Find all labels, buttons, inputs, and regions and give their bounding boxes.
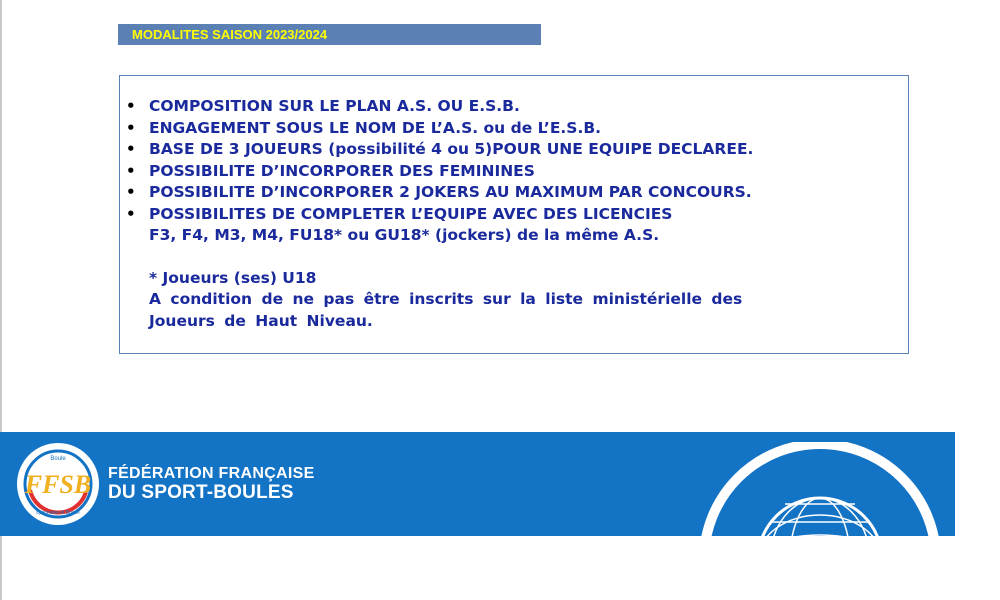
footnote-line: Joueurs de Haut Niveau. <box>149 311 373 330</box>
federation-name-line: FÉDÉRATION FRANÇAISE <box>108 465 315 482</box>
content-box <box>119 75 909 354</box>
bullet-item: • ENGAGEMENT SOUS LE NOM DE L’A.S. ou de L’E.S.B. <box>126 118 908 140</box>
svg-text:FFSB: FFSB <box>24 470 92 499</box>
svg-text:Lyonnaise et Bocce: Lyonnaise et Bocce <box>36 510 80 516</box>
title-banner <box>118 24 541 45</box>
bullet-dot-icon: • <box>126 140 136 158</box>
bullet-dot-icon: • <box>126 204 136 223</box>
bullet-list <box>126 96 908 247</box>
footer-banner <box>0 432 955 536</box>
footnote-line: * Joueurs (ses) U18 <box>149 268 317 287</box>
globe-icon <box>690 442 950 536</box>
bullet-item: • POSSIBILITE D’INCORPORER 2 JOKERS AU MAXIMUM PAR CONCOURS. <box>126 182 908 204</box>
federation-name-line: DU SPORT-BOULES <box>108 482 294 503</box>
bullet-dot-icon: • <box>126 161 136 180</box>
federation-name <box>108 464 315 502</box>
bullet-continuation: F3, F4, M3, M4, FU18* ou GU18* (jockers) de la même A.S. <box>149 226 660 244</box>
bullet-item: • BASE DE 3 JOUEURS (possibilité 4 ou 5)POUR UNE EQUIPE DECLAREE. <box>126 139 908 161</box>
ffsb-logo-icon <box>16 442 100 526</box>
bullet-dot-icon: • <box>126 183 136 201</box>
bullet-item: • POSSIBILITES DE COMPLETER L’EQUIPE AVEC DES LICENCIES F3, F4, M3, M4, FU18* ou GU18* (jockers) de la même A.S. <box>126 204 908 247</box>
bullet-item: • COMPOSITION SUR LE PLAN A.S. OU E.S.B. <box>126 96 908 118</box>
bullet-item: • POSSIBILITE D’INCORPORER DES FEMININES <box>126 161 908 183</box>
footnote-line: A condition de ne pas être inscrits sur la liste ministérielle des <box>149 290 743 308</box>
page-title: MODALITES SAISON 2023/2024 <box>132 27 328 42</box>
svg-text:Boule: Boule <box>50 456 66 462</box>
footnote <box>126 268 908 333</box>
bullet-dot-icon: • <box>126 97 136 115</box>
bullet-dot-icon: • <box>126 118 136 137</box>
